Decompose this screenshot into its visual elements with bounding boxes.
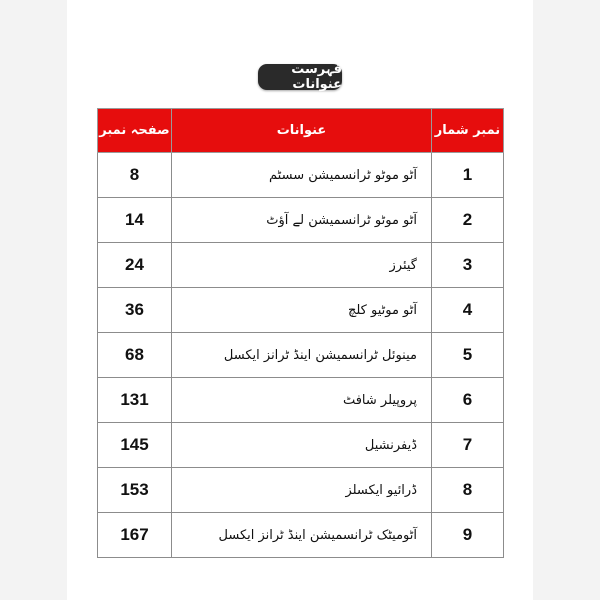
serial-number-cell: 4 (432, 288, 504, 333)
serial-number-cell: 6 (432, 378, 504, 423)
table-header-row (98, 109, 504, 153)
title-cell: ڈیفرنشیل (172, 423, 432, 468)
title-cell: آٹو موٹیو کلچ (172, 288, 432, 333)
title-cell: گیئرز (172, 243, 432, 288)
serial-number-cell: 9 (432, 513, 504, 558)
serial-number-cell: 5 (432, 333, 504, 378)
table-row (98, 423, 504, 468)
serial-number-cell: 7 (432, 423, 504, 468)
page-number-cell: 68 (98, 333, 172, 378)
page-number-header: صفحہ نمبر (98, 109, 172, 153)
page-number-cell: 145 (98, 423, 172, 468)
page-number-cell: 167 (98, 513, 172, 558)
page-number-cell: 36 (98, 288, 172, 333)
page-number-cell: 153 (98, 468, 172, 513)
contents-table (97, 108, 504, 558)
serial-number-header: نمبر شمار (432, 109, 504, 153)
serial-number-cell: 8 (432, 468, 504, 513)
serial-number-cell: 3 (432, 243, 504, 288)
table-row (98, 243, 504, 288)
title-cell: آٹو موٹو ٹرانسمیشن سسٹم (172, 153, 432, 198)
title-cell: پروپیلر شافٹ (172, 378, 432, 423)
title-cell: ڈرائیو ایکسلز (172, 468, 432, 513)
table-row (98, 333, 504, 378)
page-title: فہرست عنوانات (258, 64, 342, 90)
page-number-cell: 24 (98, 243, 172, 288)
page-number-cell: 8 (98, 153, 172, 198)
table-row (98, 198, 504, 243)
page-number-cell: 14 (98, 198, 172, 243)
serial-number-cell: 1 (432, 153, 504, 198)
serial-number-cell: 2 (432, 198, 504, 243)
table-row (98, 513, 504, 558)
table-row (98, 288, 504, 333)
title-header: عنوانات (172, 109, 432, 153)
table-row (98, 468, 504, 513)
table-row (98, 378, 504, 423)
title-cell: مینوئل ٹرانسمیشن اینڈ ٹرانز ایکسل (172, 333, 432, 378)
title-cell: آٹومیٹک ٹرانسمیشن اینڈ ٹرانز ایکسل (172, 513, 432, 558)
table-row (98, 153, 504, 198)
page-number-cell: 131 (98, 378, 172, 423)
title-cell: آٹو موٹو ٹرانسمیشن لے آؤٹ (172, 198, 432, 243)
